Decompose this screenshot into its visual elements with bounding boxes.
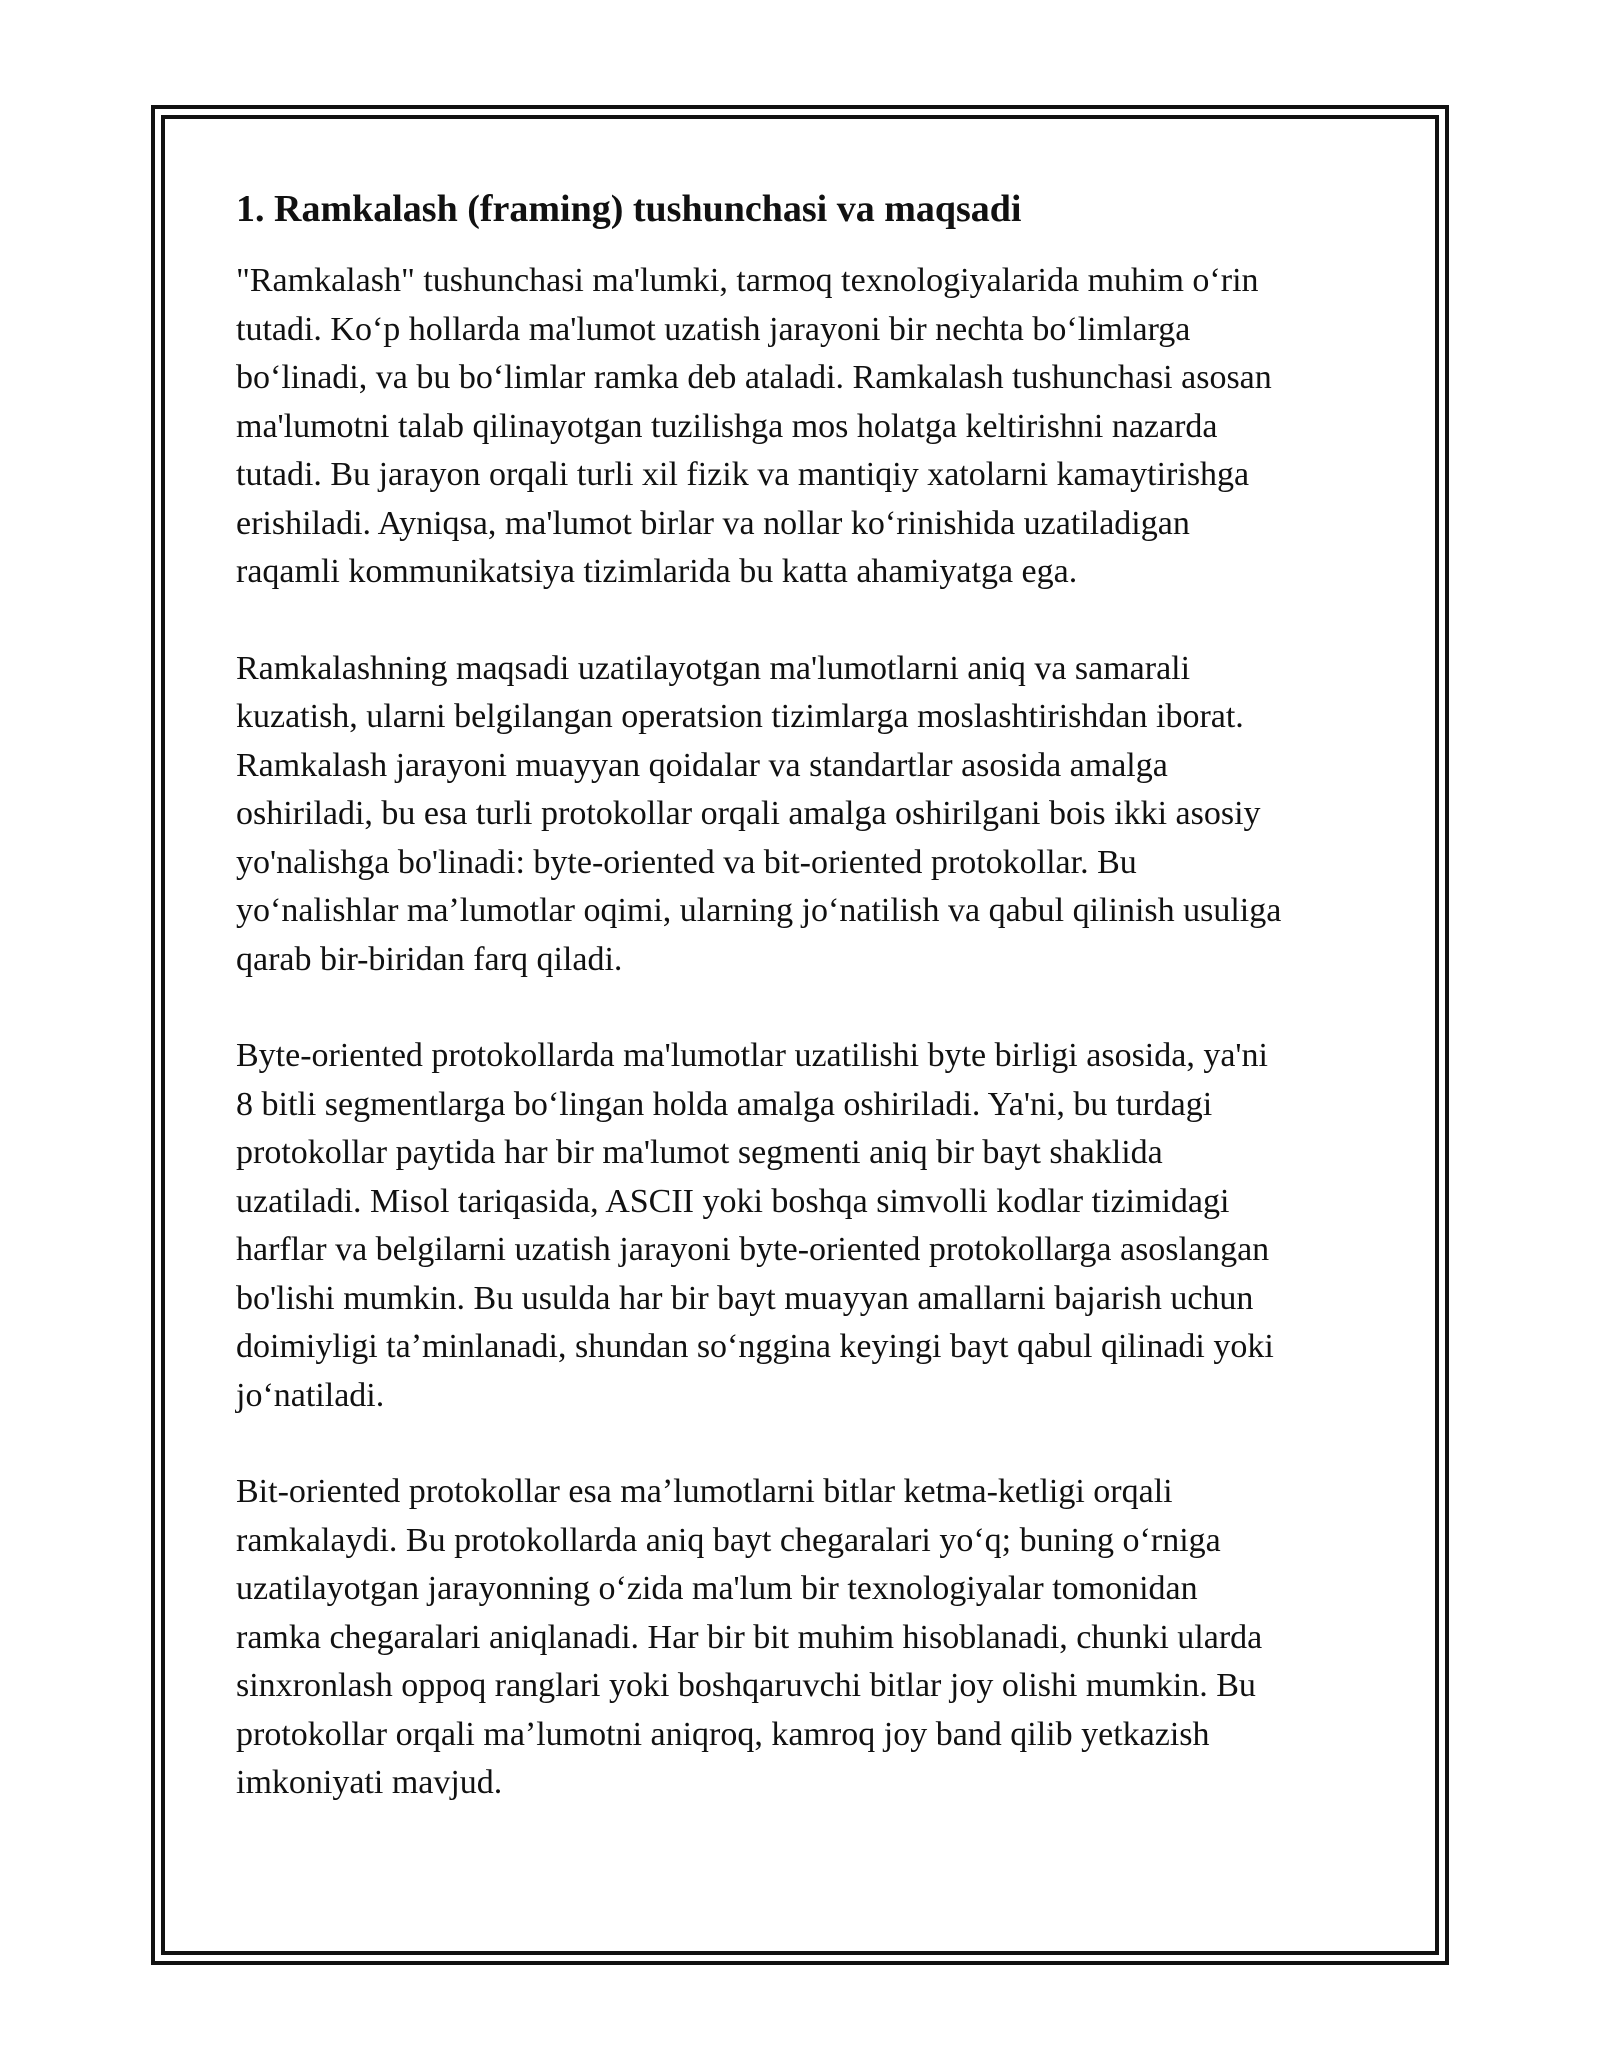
document-body [236, 185, 1376, 1856]
paragraph-bit-oriented: Bit-oriented protokollar esa maʼlumotlarni bitlar ketma-ketligi orqali ramkalaydi. Bu protokollarda aniq bayt chegaralari yoʻq; buning oʻrniga uzatilayotgan jarayonning oʻzida ma'lum bir texnologiyalar tomonidan ramka chegaralari aniqlanadi. Har bir bit muhim hisoblanadi, chunki ularda sinxronlash oppoq ranglari yoki boshqaruvchi bitlar joy olishi mumkin. Bu protokollar orqali maʼlumotni aniqroq, kamroq joy band qilib yetkazish imkoniyati mavjud. [236, 1473, 1263, 1801]
paragraph-byte-oriented: Byte-oriented protokollarda ma'lumotlar uzatilishi byte birligi asosida, ya'ni 8 bitli segmentlarga boʻlingan holda amalga oshiriladi. Ya'ni, bu turdagi protokollar paytida har bir ma'lumot segmenti aniq bir bayt shaklida uzatiladi. Misol tariqasida, ASCII yoki boshqa simvolli kodlar tizimidagi harflar va belgilarni uzatish jarayoni byte-oriented protokollarga asoslangan bo'lishi mumkin. Bu usulda har bir bayt muayyan amallarni bajarish uchun doimiyligi taʼminlanadi, shundan soʻnggina keyingi bayt qabul qilinadi yoki joʻnatiladi. [236, 1037, 1274, 1414]
paragraph-intro: "Ramkalash" tushunchasi ma'lumki, tarmoq texnologiyalarida muhim oʻrin tutadi. Koʻp hollarda ma'lumot uzatish jarayoni bir nechta boʻlimlarga boʻlinadi, va bu boʻlimlar ramka deb ataladi. Ramkalash tushunchasi asosan ma'lumotni talab qilinayotgan tuzilishga mos holatga keltirishni nazarda tutadi. Bu jarayon orqali turli xil fizik va mantiqiy xatolarni kamaytirishga erishiladi. Ayniqsa, ma'lumot birlar va nollar koʻrinishida uzatiladigan raqamli kommunikatsiya tizimlarida bu katta ahamiyatga ega. [236, 262, 1272, 590]
paragraph-purpose: Ramkalashning maqsadi uzatilayotgan ma'lumotlarni aniq va samarali kuzatish, ularni belgilangan operatsion tizimlarga moslashtirishdan iborat. Ramkalash jarayoni muayyan qoidalar va standartlar asosida amalga oshiriladi, bu esa turli protokollar orqali amalga oshirilgani bois ikki asosiy yo'nalishga bo'linadi: byte-oriented va bit-oriented protokollar. Bu yoʻnalishlar maʼlumotlar oqimi, ularning joʻnatilish va qabul qilinish usuliga qarab bir-biridan farq qiladi. [236, 649, 1282, 978]
section-heading: 1. Ramkalash (framing) tushunchasi va maqsadi [236, 188, 1022, 230]
